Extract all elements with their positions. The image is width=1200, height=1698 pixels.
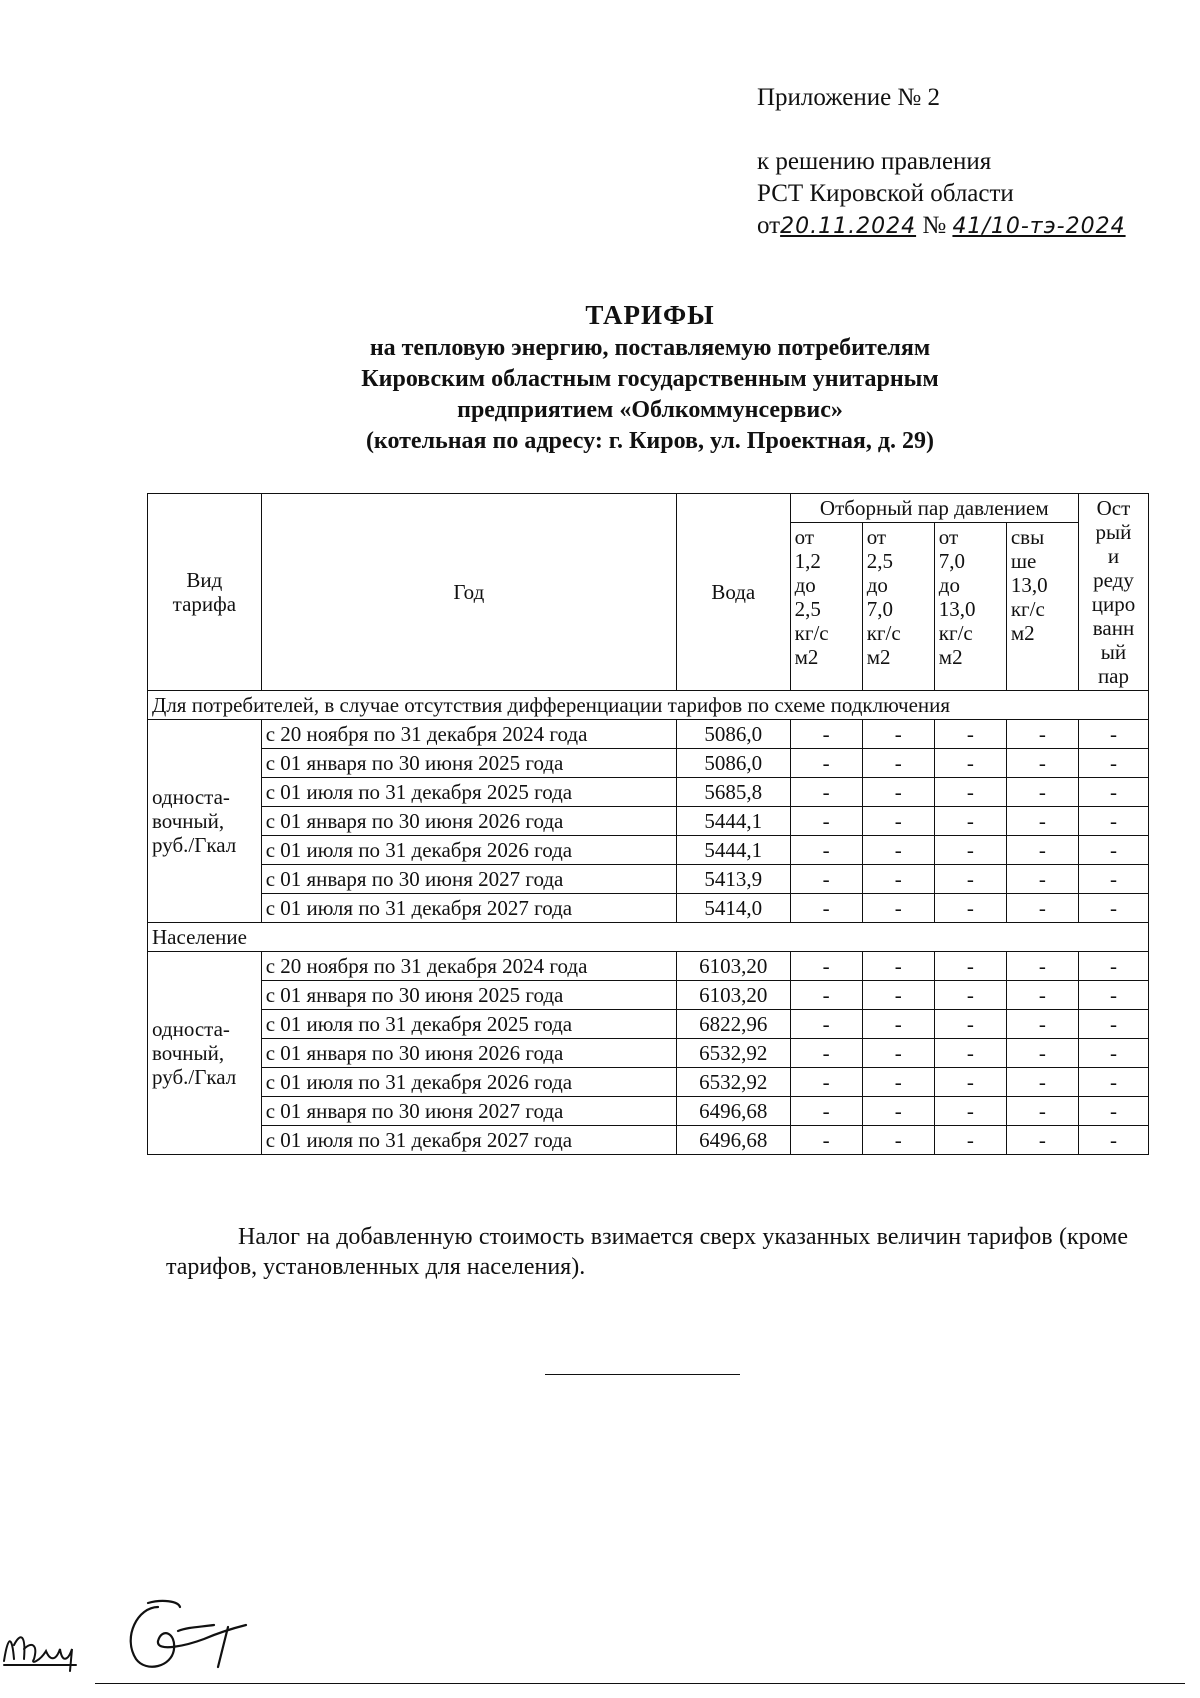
steam-1-cell: - <box>790 952 862 981</box>
water-tariff-cell: 5685,8 <box>676 778 790 807</box>
table-row <box>148 749 1149 778</box>
document-title: ТАРИФЫ <box>585 300 715 330</box>
table-row <box>148 894 1149 923</box>
header-line: от <box>866 525 887 549</box>
header-line: от <box>794 525 815 549</box>
water-tariff-cell: 6496,68 <box>676 1126 790 1155</box>
steam-2-cell: - <box>862 1010 934 1039</box>
steam-1-cell: - <box>790 1010 862 1039</box>
table-row <box>148 952 1149 981</box>
sharp-steam-cell: - <box>1078 894 1148 923</box>
header-line: 2,5 <box>866 549 893 573</box>
period-cell: с 01 января по 30 июня 2026 года <box>261 1039 676 1068</box>
handwritten-number: 41/10-тэ-2024 <box>952 214 1126 239</box>
header-sharp-steam <box>1078 494 1148 691</box>
tariff-table <box>147 493 1149 1155</box>
steam-3-cell: - <box>934 836 1006 865</box>
steam-4-cell: - <box>1006 749 1078 778</box>
steam-2-cell: - <box>862 865 934 894</box>
header-steam-pressure-group: Отборный пар давлением <box>790 494 1078 523</box>
sharp-steam-cell: - <box>1078 1039 1148 1068</box>
header-line: от <box>938 525 959 549</box>
header-line: до <box>866 573 888 597</box>
steam-3-cell: - <box>934 981 1006 1010</box>
end-divider <box>545 1374 740 1375</box>
vat-note: Налог на добавленную стоимость взимается сверх указанных величин тарифов (кроме тарифов, установленных для населения). <box>166 1224 1128 1280</box>
header-line: пар <box>1097 664 1129 688</box>
table-row <box>148 778 1149 807</box>
sharp-steam-cell: - <box>1078 1010 1148 1039</box>
header-line: и <box>1107 544 1120 568</box>
steam-4-cell: - <box>1006 807 1078 836</box>
title-line3: предприятием «Облкоммунсервис» <box>457 397 843 423</box>
steam-4-cell: - <box>1006 1126 1078 1155</box>
section-row <box>148 691 1149 720</box>
steam-2-cell: - <box>862 720 934 749</box>
date-prefix: от <box>757 212 781 239</box>
header-line: 1,2 <box>794 549 821 573</box>
steam-4-cell: - <box>1006 1039 1078 1068</box>
header-line: свы <box>1010 525 1045 549</box>
bottom-rule <box>95 1683 1185 1684</box>
steam-3-cell: - <box>934 1126 1006 1155</box>
steam-4-cell: - <box>1006 778 1078 807</box>
steam-4-cell: - <box>1006 720 1078 749</box>
water-tariff-cell: 6532,92 <box>676 1039 790 1068</box>
period-cell: с 01 июля по 31 декабря 2025 года <box>261 1010 676 1039</box>
table-header <box>148 494 1149 691</box>
appendix-number: Приложение № 2 <box>757 84 941 111</box>
sharp-steam-cell: - <box>1078 952 1148 981</box>
header-line: реду <box>1093 568 1134 592</box>
header-line: кг/с <box>794 621 829 645</box>
steam-3-cell: - <box>934 807 1006 836</box>
water-tariff-cell: 5086,0 <box>676 720 790 749</box>
steam-4-cell: - <box>1006 981 1078 1010</box>
tariff-type-line: вочный, <box>152 809 225 833</box>
appendix-line2: РСТ Кировской области <box>757 180 1014 207</box>
steam-2-cell: - <box>862 894 934 923</box>
header-steam-2-5-7 <box>862 523 934 691</box>
steam-1-cell: - <box>790 1039 862 1068</box>
signature <box>118 1597 258 1682</box>
title-line1: на тепловую энергию, поставляемую потребителям <box>369 335 931 361</box>
steam-2-cell: - <box>862 807 934 836</box>
water-tariff-cell: 6103,20 <box>676 952 790 981</box>
signature-scribble <box>118 1597 258 1677</box>
header-line: кг/с <box>866 621 901 645</box>
water-tariff-cell: 5444,1 <box>676 836 790 865</box>
table-row <box>148 836 1149 865</box>
tariff-type-line: односта- <box>152 785 230 809</box>
water-tariff-cell: 5444,1 <box>676 807 790 836</box>
steam-3-cell: - <box>934 952 1006 981</box>
steam-4-cell: - <box>1006 865 1078 894</box>
header-line: 2,5 <box>794 597 821 621</box>
initials-scribble <box>0 1615 110 1675</box>
water-tariff-cell: 6103,20 <box>676 981 790 1010</box>
water-tariff-cell: 6532,92 <box>676 1068 790 1097</box>
header-steam-over-13 <box>1006 523 1078 691</box>
steam-3-cell: - <box>934 1097 1006 1126</box>
period-cell: с 01 января по 30 июня 2025 года <box>261 981 676 1010</box>
title-block <box>200 300 1100 457</box>
header-line: рый <box>1095 520 1132 544</box>
table-row <box>148 1039 1149 1068</box>
header-line: м2 <box>794 645 819 669</box>
sharp-steam-cell: - <box>1078 807 1148 836</box>
tariff-type-cell <box>148 720 262 923</box>
header-tariff-type: Вид тарифа <box>148 494 262 691</box>
steam-3-cell: - <box>934 720 1006 749</box>
handwritten-initials <box>0 1615 110 1680</box>
steam-2-cell: - <box>862 952 934 981</box>
steam-3-cell: - <box>934 1068 1006 1097</box>
table-row <box>148 1010 1149 1039</box>
header-line: циро <box>1091 592 1136 616</box>
period-cell: с 01 января по 30 июня 2026 года <box>261 807 676 836</box>
title-line2: Кировским областным государственным унитарным <box>361 366 939 392</box>
steam-2-cell: - <box>862 836 934 865</box>
header-line: м2 <box>1010 621 1035 645</box>
steam-4-cell: - <box>1006 894 1078 923</box>
header-line: ый <box>1100 640 1127 664</box>
sharp-steam-cell: - <box>1078 981 1148 1010</box>
steam-4-cell: - <box>1006 836 1078 865</box>
steam-1-cell: - <box>790 981 862 1010</box>
water-tariff-cell: 5086,0 <box>676 749 790 778</box>
header-year: Год <box>261 494 676 691</box>
number-prefix: № <box>922 212 947 239</box>
period-cell: с 01 июля по 31 декабря 2027 года <box>261 1126 676 1155</box>
tariff-type-cell <box>148 952 262 1155</box>
header-line: 7,0 <box>938 549 966 573</box>
steam-1-cell: - <box>790 720 862 749</box>
table-row <box>148 1097 1149 1126</box>
period-cell: с 01 января по 30 июня 2025 года <box>261 749 676 778</box>
steam-1-cell: - <box>790 894 862 923</box>
header-line: до <box>794 573 816 597</box>
table-row <box>148 720 1149 749</box>
steam-2-cell: - <box>862 1097 934 1126</box>
header-line: Ост <box>1096 496 1131 520</box>
water-tariff-cell: 5413,9 <box>676 865 790 894</box>
steam-4-cell: - <box>1006 1097 1078 1126</box>
steam-3-cell: - <box>934 749 1006 778</box>
period-cell: с 01 июля по 31 декабря 2026 года <box>261 836 676 865</box>
steam-2-cell: - <box>862 778 934 807</box>
tariff-type-line: односта- <box>152 1017 230 1041</box>
steam-4-cell: - <box>1006 952 1078 981</box>
appendix-line1: к решению правления <box>757 148 992 175</box>
steam-4-cell: - <box>1006 1010 1078 1039</box>
steam-2-cell: - <box>862 1126 934 1155</box>
sharp-steam-cell: - <box>1078 1097 1148 1126</box>
steam-1-cell: - <box>790 749 862 778</box>
steam-1-cell: - <box>790 1068 862 1097</box>
tariff-type-line: вочный, <box>152 1041 225 1065</box>
section-title: Для потребителей, в случае отсутствия дифференциации тарифов по схеме подключения <box>148 691 1149 720</box>
period-cell: с 20 ноября по 31 декабря 2024 года <box>261 952 676 981</box>
header-line: 13,0 <box>1010 573 1048 597</box>
header-line: м2 <box>938 645 963 669</box>
sharp-steam-cell: - <box>1078 720 1148 749</box>
header-steam-7-13 <box>934 523 1006 691</box>
steam-3-cell: - <box>934 778 1006 807</box>
steam-1-cell: - <box>790 865 862 894</box>
table-row <box>148 807 1149 836</box>
steam-3-cell: - <box>934 1010 1006 1039</box>
steam-1-cell: - <box>790 1126 862 1155</box>
table-row <box>148 1126 1149 1155</box>
period-cell: с 01 июля по 31 декабря 2026 года <box>261 1068 676 1097</box>
table-body <box>148 691 1149 1155</box>
sharp-steam-cell: - <box>1078 836 1148 865</box>
sharp-steam-cell: - <box>1078 778 1148 807</box>
header-line: кг/с <box>1010 597 1045 621</box>
header-water: Вода <box>676 494 790 691</box>
steam-2-cell: - <box>862 749 934 778</box>
table-row <box>148 865 1149 894</box>
water-tariff-cell: 6822,96 <box>676 1010 790 1039</box>
section-title: Население <box>148 923 1149 952</box>
header-line: до <box>938 573 960 597</box>
sharp-steam-cell: - <box>1078 865 1148 894</box>
header-line: 13,0 <box>938 597 976 621</box>
period-cell: с 20 ноября по 31 декабря 2024 года <box>261 720 676 749</box>
header-steam-1-2-5 <box>790 523 862 691</box>
water-tariff-cell: 5414,0 <box>676 894 790 923</box>
sharp-steam-cell: - <box>1078 1126 1148 1155</box>
steam-1-cell: - <box>790 778 862 807</box>
tariff-type-line: руб./Гкал <box>152 833 237 857</box>
header-line: 7,0 <box>866 597 893 621</box>
period-cell: с 01 июля по 31 декабря 2027 года <box>261 894 676 923</box>
steam-2-cell: - <box>862 1039 934 1068</box>
steam-4-cell: - <box>1006 1068 1078 1097</box>
period-cell: с 01 января по 30 июня 2027 года <box>261 1097 676 1126</box>
steam-2-cell: - <box>862 981 934 1010</box>
handwritten-date: 20.11.2024 <box>780 214 917 239</box>
period-cell: с 01 января по 30 июня 2027 года <box>261 865 676 894</box>
steam-3-cell: - <box>934 865 1006 894</box>
appendix-block <box>757 82 1126 243</box>
header-line: кг/с <box>938 621 973 645</box>
title-line4: (котельная по адресу: г. Киров, ул. Проектная, д. 29) <box>365 428 935 454</box>
steam-1-cell: - <box>790 1097 862 1126</box>
steam-3-cell: - <box>934 894 1006 923</box>
header-line: ванн <box>1092 616 1135 640</box>
table-row <box>148 981 1149 1010</box>
appendix-date-line <box>757 210 1126 243</box>
sharp-steam-cell: - <box>1078 1068 1148 1097</box>
sharp-steam-cell: - <box>1078 749 1148 778</box>
steam-1-cell: - <box>790 836 862 865</box>
period-cell: с 01 июля по 31 декабря 2025 года <box>261 778 676 807</box>
header-line: м2 <box>866 645 891 669</box>
section-row <box>148 923 1149 952</box>
steam-3-cell: - <box>934 1039 1006 1068</box>
water-tariff-cell: 6496,68 <box>676 1097 790 1126</box>
steam-1-cell: - <box>790 807 862 836</box>
steam-2-cell: - <box>862 1068 934 1097</box>
tariff-type-line: руб./Гкал <box>152 1065 237 1089</box>
header-line: ше <box>1010 549 1037 573</box>
table-row <box>148 1068 1149 1097</box>
